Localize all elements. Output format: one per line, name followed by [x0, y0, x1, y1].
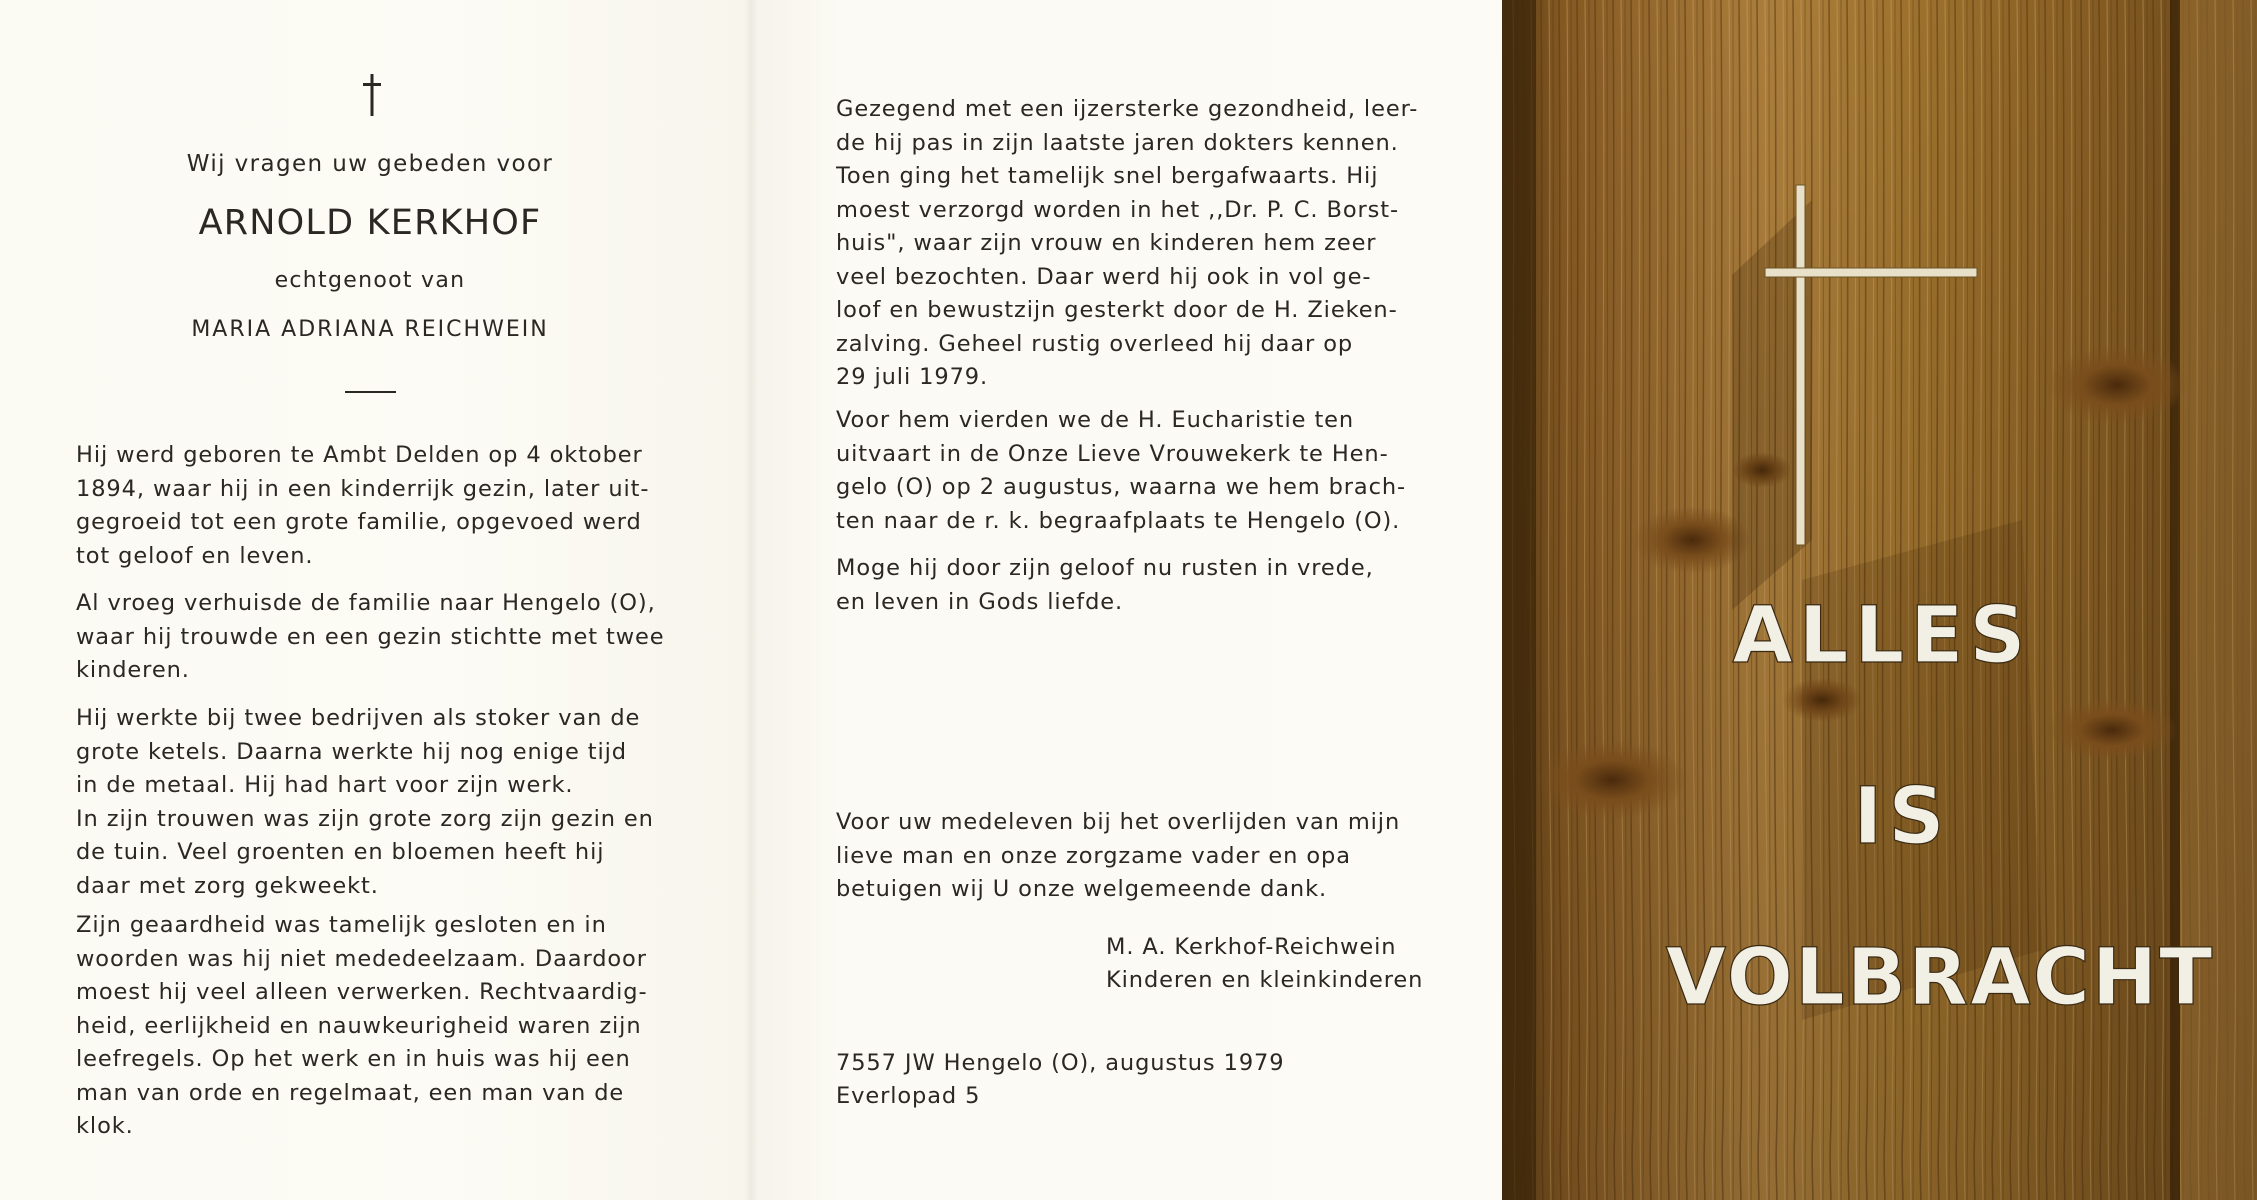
text-line: huis", waar zijn vrouw en kinderen hem zeer — [836, 230, 1377, 256]
text-line: de tuin. Veel groenten en bloemen heeft hij — [76, 839, 605, 865]
intro-line: Wij vragen uw gebeden voor — [186, 151, 554, 177]
wood-photo-illustration — [1502, 0, 2257, 1200]
small-cross-icon — [358, 72, 386, 118]
header-divider — [345, 391, 396, 393]
biography-paragraph-birth — [76, 439, 668, 573]
text-line: betuigen wij U onze welgemeende dank. — [836, 876, 1328, 902]
text-line: veel bezochten. Daar werd hij ook in vol ge- — [836, 263, 1372, 290]
text-line: Zijn geaardheid was tamelijk gesloten en in — [76, 912, 607, 938]
text-line: In zijn trouwen was zijn grote zorg zijn gezin en — [76, 805, 654, 832]
biography-paragraph-prayer — [836, 552, 1428, 619]
text-line: Moge hij door zijn geloof nu rusten in vrede, — [836, 555, 1374, 581]
text-line: loof en bewustzijn gesterkt door de H. Zieken- — [836, 297, 1398, 323]
text-line: Voor uw medeleven bij het overlijden van mijn — [836, 809, 1401, 835]
motto-line-2: IS — [1853, 772, 1951, 862]
text-line: Al vroeg verhuisde de familie naar Hengelo (O), — [76, 590, 656, 616]
text-line: uitvaart in de Onze Lieve Vrouwekerk te Hen- — [836, 440, 1389, 467]
text-line: Toen ging het tamelijk snel bergafwaarts. Hij — [836, 163, 1379, 189]
text-line: gelo (O) op 2 augustus, waarna we hem brach- — [836, 474, 1407, 500]
address-line-city: 7557 JW Hengelo (O), augustus 1979 — [836, 1050, 1285, 1076]
text-line: daar met zorg gekweekt. — [76, 872, 379, 899]
text-line: Gezegend met een ijzersterke gezondheid, leer- — [836, 96, 1419, 122]
text-line: woorden was hij niet mededeelzaam. Daardoor — [76, 945, 647, 972]
biography-paragraph-character — [76, 909, 668, 1144]
text-line: lieve man en onze zorgzame vader en opa — [836, 842, 1351, 869]
text-line: Voor hem vierden we de H. Eucharistie ten — [836, 407, 1355, 433]
text-line: Hij werkte bij twee bedrijven als stoker van de — [76, 705, 641, 731]
text-line: kinderen. — [76, 657, 190, 683]
text-line: ten naar de r. k. begraafplaats te Hengelo (O). — [836, 507, 1401, 534]
text-line: en leven in Gods liefde. — [836, 588, 1124, 615]
motto-line-1: ALLES — [1732, 591, 2032, 681]
text-line: waar hij trouwde en een gezin stichtte met twee — [76, 623, 665, 650]
deceased-name: ARNOLD KERKHOF — [198, 203, 542, 243]
text-line: leefregels. Op het werk en in huis was hij een — [76, 1046, 631, 1072]
thanks-paragraph — [836, 806, 1428, 907]
wood-cross-photo — [1502, 0, 2257, 1200]
text-line: zalving. Geheel rustig overleed hij daar op — [836, 330, 1354, 357]
text-line: Hij werd geboren te Ambt Delden op 4 oktober — [76, 442, 643, 468]
text-line: tot geloof en leven. — [76, 542, 314, 569]
biography-paragraph-family — [76, 587, 668, 688]
text-line: 29 juli 1979. — [836, 364, 989, 390]
signature-family: Kinderen en kleinkinderen — [1106, 967, 1424, 993]
biography-paragraph-funeral — [836, 404, 1428, 538]
motto-line-3: VOLBRACHT — [1665, 933, 2215, 1023]
relation-line: echtgenoot van — [274, 268, 466, 293]
text-line: heid, eerlijkheid en nauwkeurigheid waren zijn — [76, 1012, 642, 1039]
text-line: klok. — [76, 1113, 134, 1139]
text-line: man van orde en regelmaat, een man van de — [76, 1079, 625, 1106]
text-line: de hij pas in zijn laatste jaren dokters kennen. — [836, 129, 1399, 156]
biography-paragraph-illness — [836, 93, 1428, 395]
spouse-name: MARIA ADRIANA REICHWEIN — [191, 317, 549, 342]
text-line: in de metaal. Hij had hart voor zijn werk. — [76, 772, 574, 798]
text-line: moest verzorgd worden in het ,,Dr. P. C. Borst- — [836, 196, 1399, 223]
card-fold — [744, 0, 758, 1200]
biography-paragraph-work — [76, 702, 668, 903]
signature-name: M. A. Kerkhof-Reichwein — [1106, 934, 1397, 960]
text-line: gegroeid tot een grote familie, opgevoed werd — [76, 509, 642, 535]
address-line-street: Everlopad 5 — [836, 1083, 981, 1109]
text-line: moest hij veel alleen verwerken. Rechtvaardig- — [76, 979, 648, 1005]
text-line: 1894, waar hij in een kinderrijk gezin, later uit- — [76, 475, 650, 502]
text-line: grote ketels. Daarna werkte hij nog enige tijd — [76, 738, 627, 765]
